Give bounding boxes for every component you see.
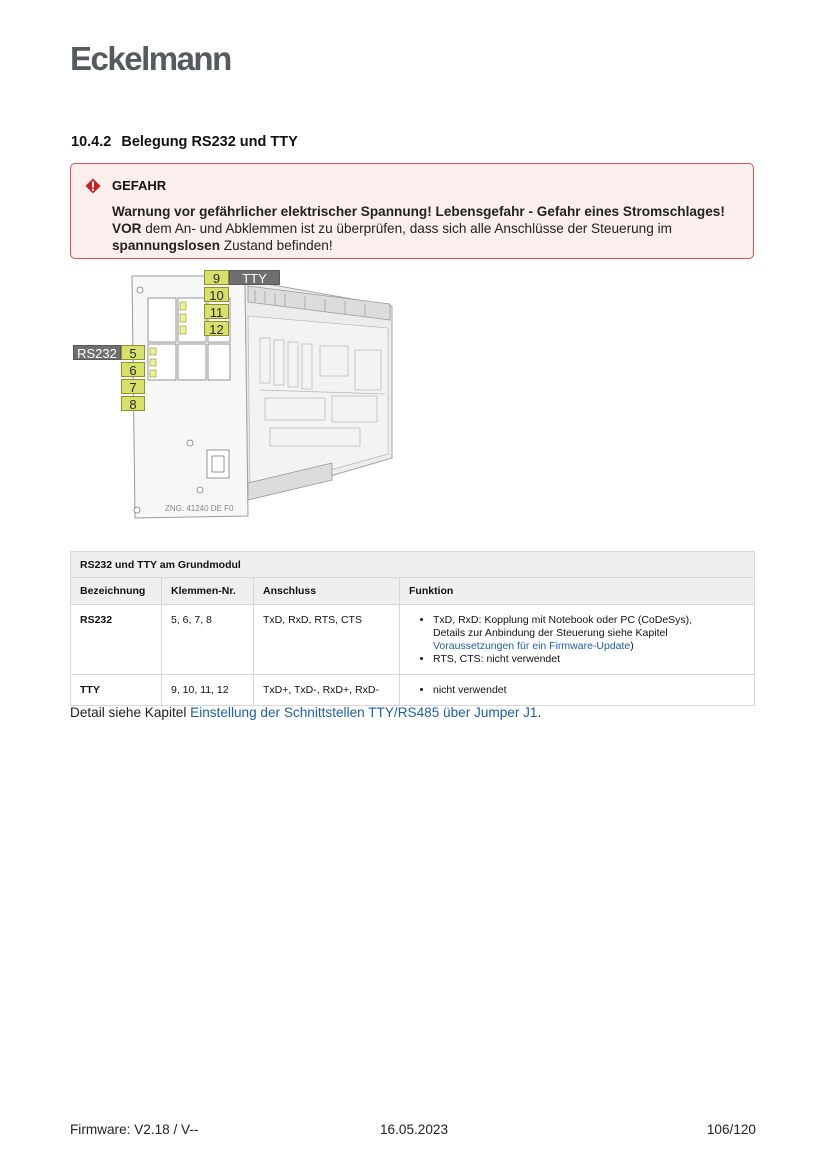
footer-firmware: Firmware: V2.18 / V-- — [70, 1122, 199, 1137]
function-item — [433, 614, 745, 653]
danger-line-2: dem An- und Abklemmen ist zu überprüfen, dass sich alle Anschlüsse der Steuerung im — [141, 221, 672, 236]
danger-text — [112, 203, 742, 254]
tty-terminal-11-label: 11 — [204, 304, 229, 319]
danger-line-3: Zustand befinden! — [220, 238, 333, 253]
footer-date: 16.05.2023 — [380, 1122, 449, 1137]
tty-terminal-12-label: 12 — [204, 321, 229, 336]
danger-line-2-bold: VOR — [112, 221, 142, 236]
row-terminals: 5, 6, 7, 8 — [162, 605, 254, 675]
danger-title: GEFAHR — [112, 178, 167, 193]
tty-terminal-9-label: 9 — [204, 270, 229, 285]
section-heading — [71, 134, 298, 150]
function-text: ) — [630, 640, 634, 652]
danger-notice — [70, 163, 754, 259]
function-text: Details zur Anbindung der Steuerung siehe Kapitel — [433, 627, 668, 639]
footer-page: 106/120 — [706, 1122, 756, 1137]
rs232-terminal-8-label: 8 — [121, 396, 145, 411]
board-marking: ZNG: 41240 DE F0 — [165, 504, 234, 513]
rs232-label: RS232 — [73, 345, 121, 360]
table-row — [71, 605, 755, 675]
table-caption: RS232 und TTY am Grundmodul — [71, 552, 755, 578]
detail-reference — [70, 705, 541, 720]
rs232-tty-table — [70, 551, 755, 706]
company-logo: Eckelmann — [70, 40, 231, 77]
jumper-settings-link[interactable]: Einstellung der Schnittstellen TTY/RS485 über Jumper J1 — [190, 705, 538, 720]
tty-label: TTY — [229, 270, 280, 285]
row-function — [400, 605, 755, 675]
danger-line-1: Warnung vor gefährlicher elektrischer Spannung! Lebensgefahr - Gefahr eines Stromschlages! — [112, 204, 725, 219]
header-bezeichnung: Bezeichnung — [71, 578, 162, 605]
section-number: 10.4.2 — [71, 134, 112, 150]
section-title: Belegung RS232 und TTY — [121, 134, 298, 150]
table-row — [71, 675, 755, 706]
function-item: • RTS, CTS: nicht verwendet — [433, 653, 745, 666]
danger-line-3-bold: spannungslosen — [112, 238, 221, 253]
row-connection: TxD, RxD, RTS, CTS — [254, 605, 400, 675]
rs232-terminal-7-label: 7 — [121, 379, 145, 394]
header-funktion: Funktion — [400, 578, 755, 605]
tty-terminal-10-label: 10 — [204, 287, 229, 302]
row-name: RS232 — [71, 605, 162, 675]
rs232-terminal-5-label: 5 — [121, 345, 145, 360]
header-anschluss: Anschluss — [254, 578, 400, 605]
header-klemmen: Klemmen-Nr. — [162, 578, 254, 605]
controller-module-figure — [70, 268, 410, 538]
warning-icon — [85, 178, 101, 194]
row-connection: TxD+, TxD-, RxD+, RxD- — [254, 675, 400, 706]
row-terminals: 9, 10, 11, 12 — [162, 675, 254, 706]
firmware-update-link[interactable]: Voraussetzungen für ein Firmware-Update — [433, 640, 631, 652]
row-function — [400, 675, 755, 706]
row-name: TTY — [71, 675, 162, 706]
detail-prefix: Detail siehe Kapitel — [70, 705, 191, 720]
function-item: • nicht verwendet — [433, 684, 745, 697]
detail-suffix: . — [537, 705, 542, 720]
function-text: TxD, RxD: Kopplung mit Notebook oder PC (CoDeSys), — [433, 614, 693, 626]
rs232-terminal-6-label: 6 — [121, 362, 145, 377]
